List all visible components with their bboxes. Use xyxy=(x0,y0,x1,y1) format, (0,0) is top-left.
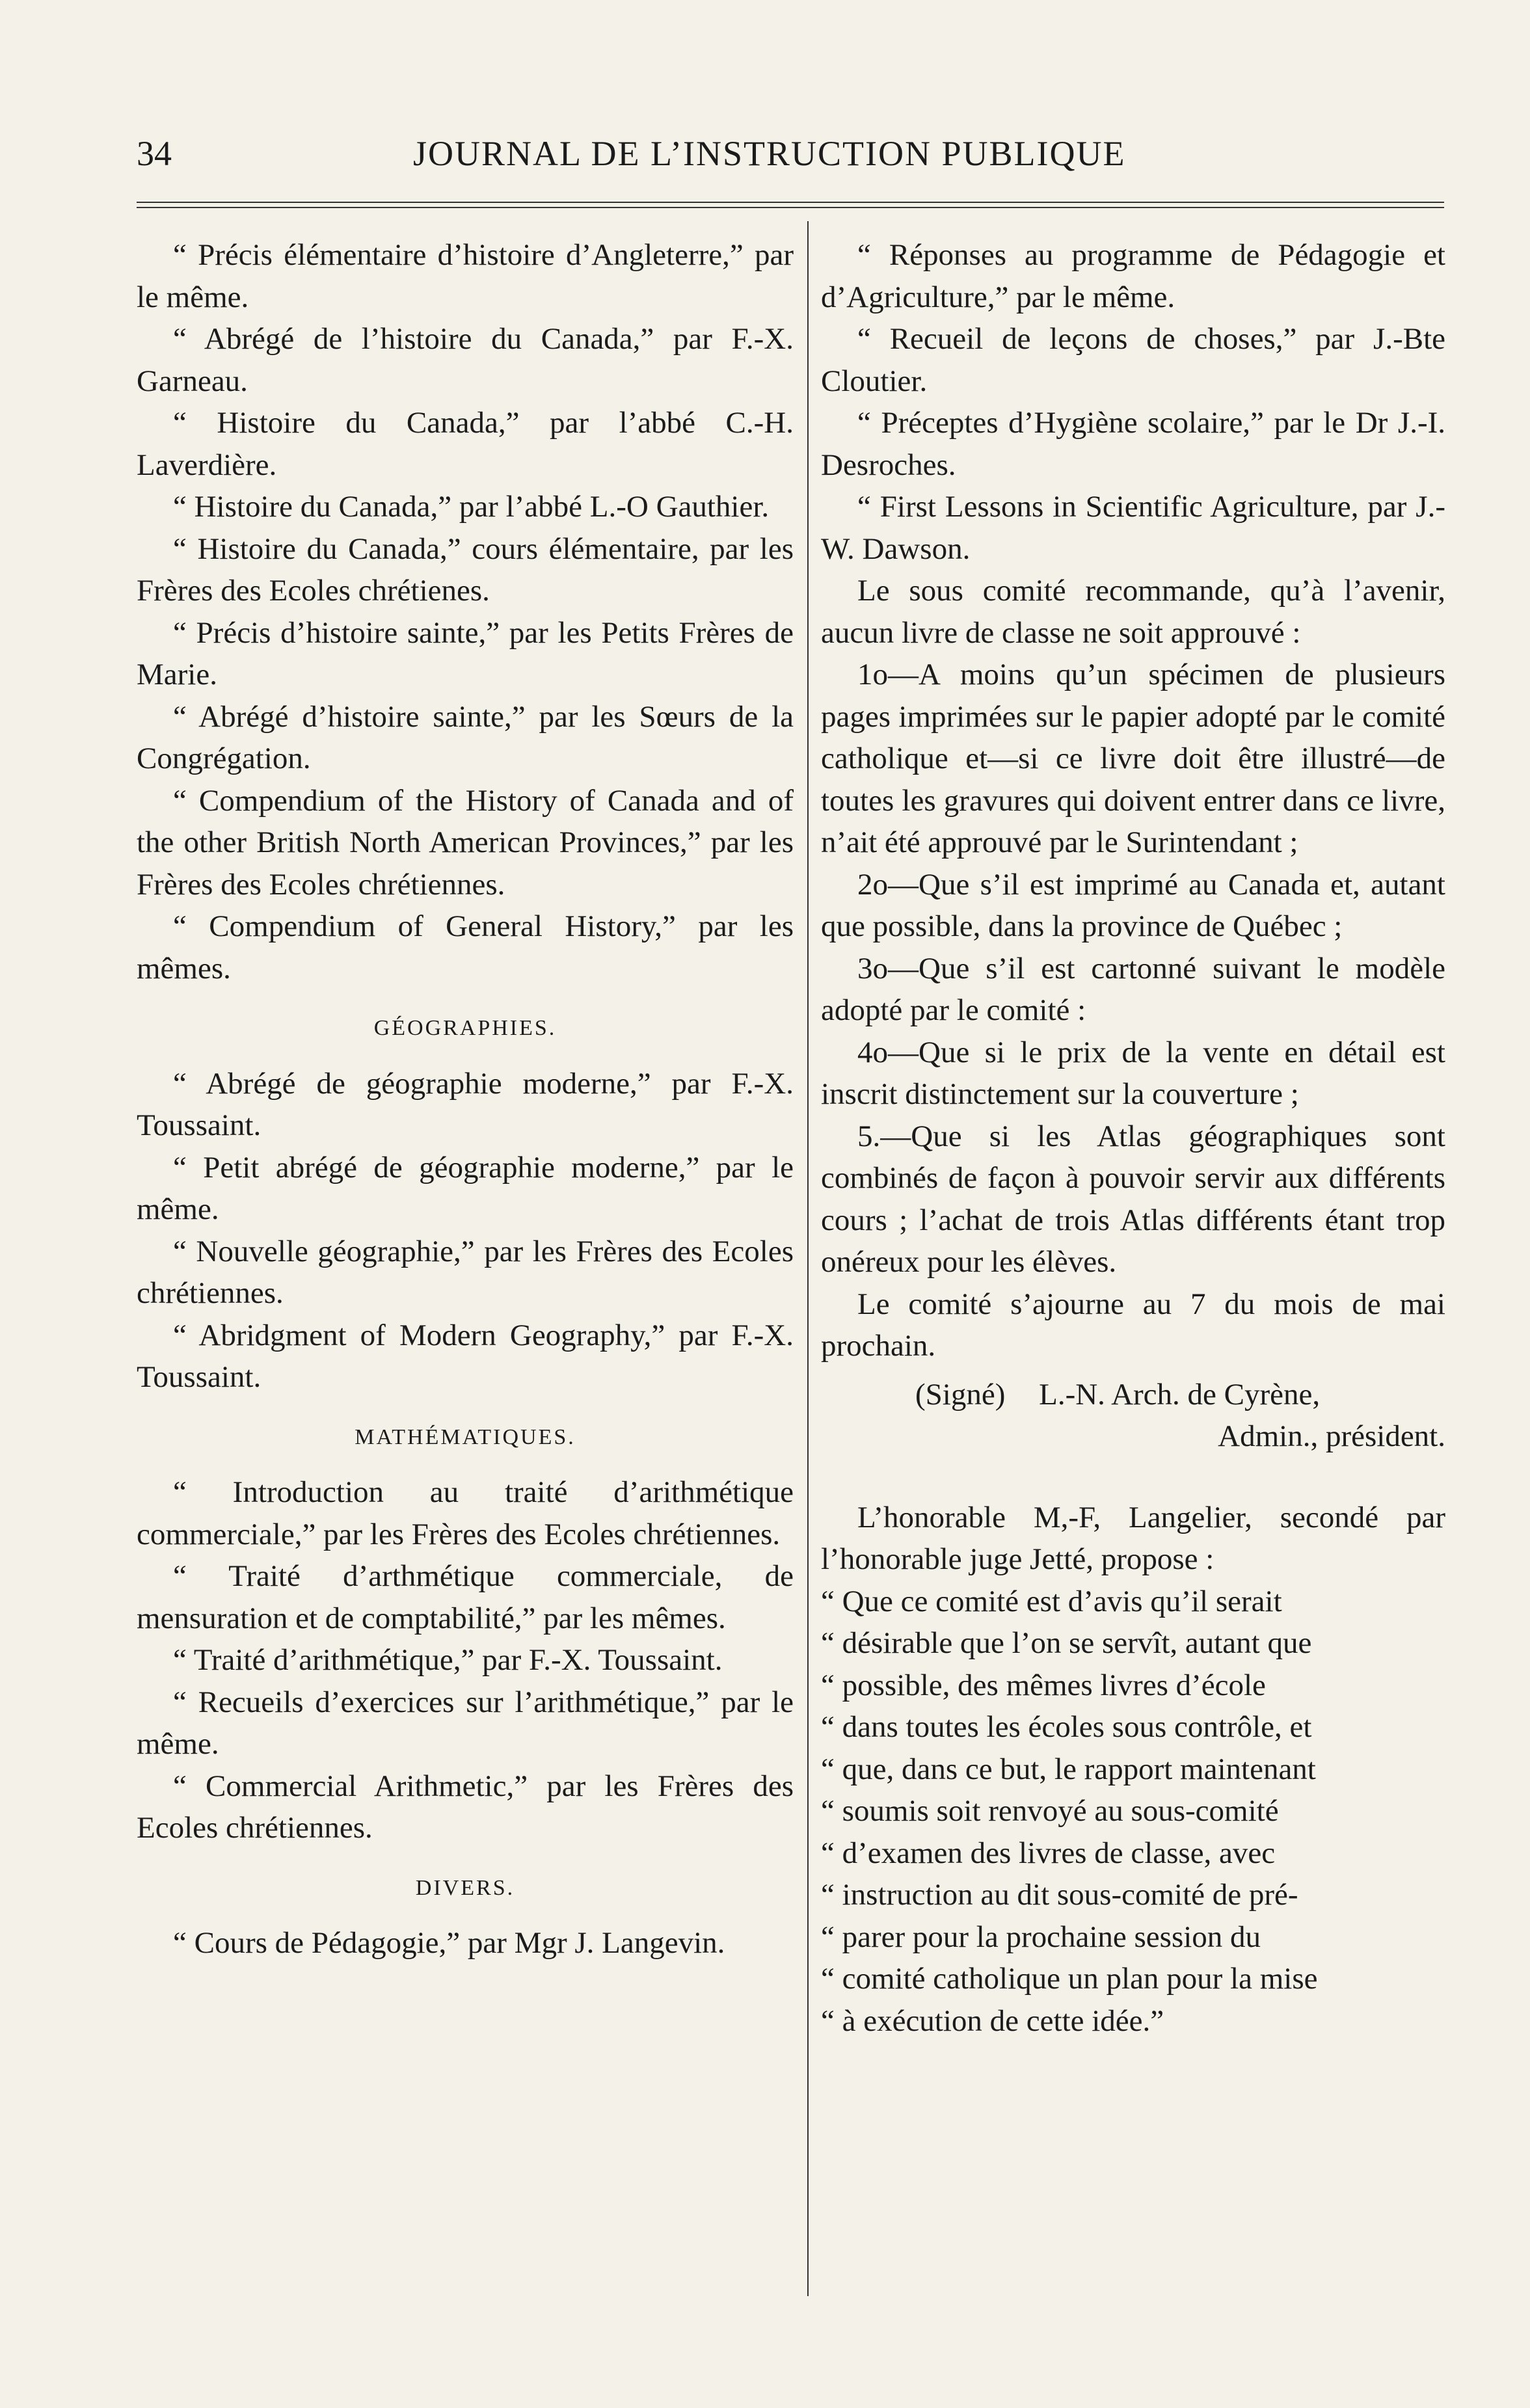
adjournment-paragraph: Le comité s’ajourne au 7 du mois de mai prochain. xyxy=(821,1287,1445,1363)
condition-item: 4o—Que si le prix de la vente en détail est inscrit distinctement sur la couverture ; xyxy=(821,1035,1445,1111)
left-column xyxy=(137,234,794,1964)
motion-line: “ possible, des mêmes livres d’école xyxy=(821,1668,1266,1702)
book-entry: “ First Lessons in Scientific Agriculture, par J.-W. Dawson. xyxy=(821,490,1445,566)
signed-label: (Signé) xyxy=(915,1377,1006,1411)
signatory-title: Admin., président. xyxy=(1218,1419,1445,1453)
book-entry: “ Abrégé de l’histoire du Canada,” par F.-X. Garneau. xyxy=(137,322,794,398)
book-entry: “ Cours de Pédagogie,” par Mgr J. Langevin. xyxy=(173,1926,725,1960)
section-heading-geography: GÉOGRAPHIES. xyxy=(373,1016,557,1040)
book-entry: “ Réponses au programme de Pédagogie et d’Agriculture,” par le même. xyxy=(821,238,1445,314)
book-entry: “ Abridgment of Modern Geography,” par F.-X. Toussaint. xyxy=(137,1318,794,1394)
book-entry: “ Compendium of the History of Canada and of the other British North American Provinces,” par les Frères des Ecoles chrétiennes. xyxy=(137,783,794,902)
header-rule xyxy=(137,202,1444,208)
section-heading-misc: DIVERS. xyxy=(415,1875,515,1900)
book-entry: “ Petit abrégé de géographie moderne,” par le même. xyxy=(137,1150,794,1226)
signatory-name: L.-N. Arch. de Cyrène, xyxy=(1039,1377,1321,1411)
condition-item: 2o—Que s’il est imprimé au Canada et, autant que possible, dans la province de Québec ; xyxy=(821,867,1445,943)
book-entry: “ Précis d’histoire sainte,” par les Petits Frères de Marie. xyxy=(137,615,794,691)
section-heading-math: MATHÉMATIQUES. xyxy=(355,1425,576,1449)
motion-line: “ comité catholique un plan pour la mise xyxy=(821,1962,1318,1996)
condition-item: 1o—A moins qu’un spécimen de plusieurs pages imprimées sur le papier adopté par le comité catholique et—si ce livre doit être illustré—de toutes les gravures qui doivent entrer dans ce livre, n’ait été approuvé par le Surintendant ; xyxy=(821,658,1445,859)
book-entry: “ Traité d’arithmétique,” par F.-X. Toussaint. xyxy=(173,1643,723,1677)
motion-line: “ Que ce comité est d’avis qu’il serait xyxy=(821,1584,1282,1618)
condition-item: 5.—Que si les Atlas géographiques sont combinés de façon à pouvoir servir aux différents cours ; l’achat de trois Atlas différents étant trop onéreux pour les élèves. xyxy=(821,1119,1445,1279)
book-entry: “ Abrégé de géographie moderne,” par F.-X. Toussaint. xyxy=(137,1066,794,1142)
book-entry: “ Traité d’arthmétique commerciale, de mensuration et de comptabilité,” par les mêmes. xyxy=(137,1559,794,1635)
motion-line: “ d’examen des livres de classe, avec xyxy=(821,1836,1276,1870)
column-divider xyxy=(807,221,809,2296)
motion-line: “ désirable que l’on se servît, autant que xyxy=(821,1626,1312,1660)
book-entry: “ Commercial Arithmetic,” par les Frères des Ecoles chrétiennes. xyxy=(137,1769,794,1845)
right-column xyxy=(821,234,1445,2042)
book-entry: “ Précis élémentaire d’histoire d’Angleterre,” par le même. xyxy=(137,238,794,314)
book-entry: “ Histoire du Canada,” par l’abbé L.-O Gauthier. xyxy=(173,490,770,524)
book-entry: “ Abrégé d’histoire sainte,” par les Sœurs de la Congrégation. xyxy=(137,699,794,775)
page-number: 34 xyxy=(137,134,172,173)
motion-line: “ instruction au dit sous-comité de pré- xyxy=(821,1878,1298,1912)
book-entry: “ Compendium of General History,” par les mêmes. xyxy=(137,909,794,985)
motion-line: “ soumis soit renvoyé au sous-comité xyxy=(821,1794,1279,1828)
motion-line: “ que, dans ce but, le rapport maintenant xyxy=(821,1752,1316,1786)
condition-item: 3o—Que s’il est cartonné suivant le modèle adopté par le comité : xyxy=(821,951,1445,1027)
book-entry: “ Nouvelle géographie,” par les Frères des Ecoles chrétiennes. xyxy=(137,1234,794,1310)
page-header xyxy=(137,133,1438,179)
book-entry: “ Recueil de leçons de choses,” par J.-Bte Cloutier. xyxy=(821,322,1445,398)
book-entry: “ Histoire du Canada,” cours élémentaire, par les Frères des Ecoles chrétienes. xyxy=(137,531,794,608)
book-entry: “ Recueils d’exercices sur l’arithmétique,” par le même. xyxy=(137,1685,794,1761)
book-entry: “ Préceptes d’Hygiène scolaire,” par le Dr J.-I. Desroches. xyxy=(821,406,1445,482)
book-entry: “ Histoire du Canada,” par l’abbé C.-H. Laverdière. xyxy=(137,406,794,482)
book-entry: “ Introduction au traité d’arithmétique commerciale,” par les Frères des Ecoles chrétiennes. xyxy=(137,1475,794,1551)
motion-line: “ dans toutes les écoles sous contrôle, et xyxy=(821,1710,1312,1744)
signature-line xyxy=(821,1374,1445,1416)
motion-paragraph: L’honorable M,-F, Langelier, secondé par l’honorable juge Jetté, propose : xyxy=(821,1500,1445,1576)
motion-line: “ parer pour la prochaine session du xyxy=(821,1920,1261,1954)
recommendation-paragraph: Le sous comité recommande, qu’à l’avenir, aucun livre de classe ne soit approuvé : xyxy=(821,574,1445,650)
journal-title: JOURNAL DE L’INSTRUCTION PUBLIQUE xyxy=(413,134,1126,173)
motion-line: “ à exécution de cette idée.” xyxy=(821,2003,1164,2038)
